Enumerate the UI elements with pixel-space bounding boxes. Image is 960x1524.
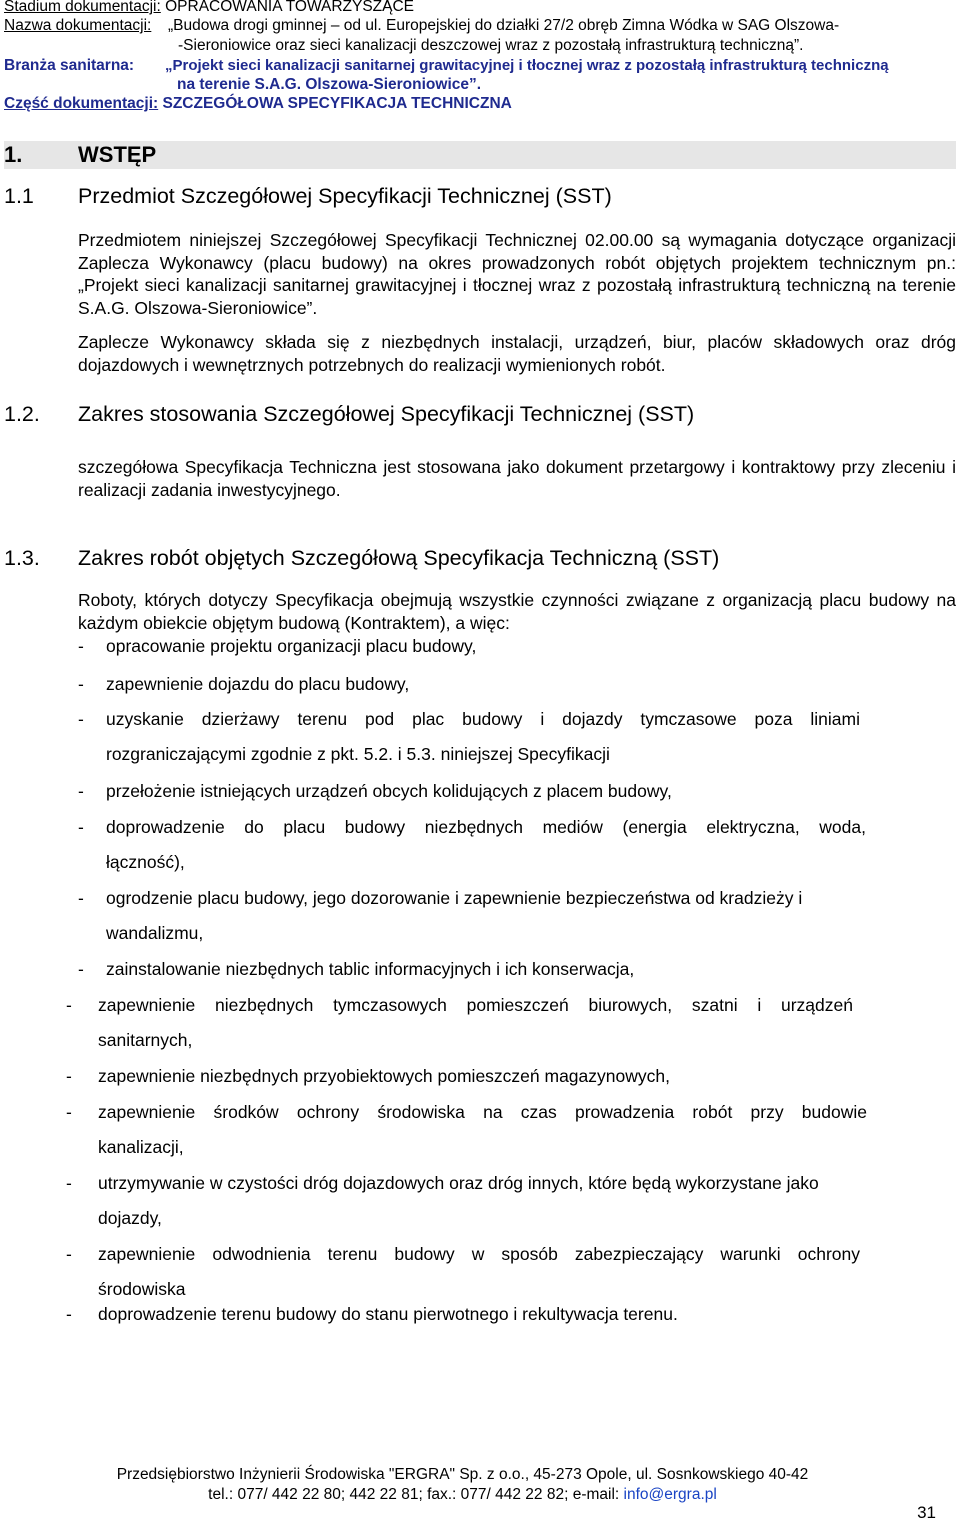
name-row <box>4 16 151 35</box>
list-item: zapewnienie odwodnienia terenu budowy w sposób zabezpieczający warunki ochrony <box>98 1244 860 1264</box>
name-label: Nazwa dokumentacji: <box>4 17 152 34</box>
list-dash: - <box>78 817 84 837</box>
list-dash: - <box>78 781 84 801</box>
section-1-3-number: 1.3. <box>4 546 40 570</box>
section-1-title: WSTĘP <box>78 142 157 167</box>
part-label: Część dokumentacji: <box>4 95 159 112</box>
list-item: przełożenie istniejących urządzeń obcych kolidujących z placem budowy, <box>106 781 672 801</box>
list-item: utrzymywanie w czystości dróg dojazdowych oraz dróg innych, które będą wykorzystane jako <box>98 1173 819 1193</box>
list-item-continuation: wandalizmu, <box>106 923 204 943</box>
page-number: 31 <box>917 1503 936 1522</box>
section-1-1-paragraph-1: Przedmiotem niniejszej Szczegółowej Specyfikacji Technicznej 02.00.00 są wymagania dotyczące organizacji Zaplecza Wykonawcy (placu budowy) na okres prowadzonych robót objętych projektem technicznym pn.: „Projekt sieci kanalizacji sanitarnej grawitacyjnej i tłocznej wraz z pozostałą infrastrukturą techniczną na terenie S.A.G. Olszowa-Sieroniowice”. <box>78 230 956 318</box>
list-item: zainstalowanie niezbędnych tablic informacyjnych i ich konserwacja, <box>106 959 635 979</box>
list-dash: - <box>66 1244 72 1264</box>
branch-line2: na terenie S.A.G. Olszowa-Sieroniowice”. <box>177 76 482 93</box>
footer-contact-text: tel.: 077/ 442 22 80; 442 22 81; fax.: 077/ 442 22 82; e-mail: <box>208 1486 624 1503</box>
footer-email-link[interactable]: info@ergra.pl <box>623 1486 717 1503</box>
section-1-number: 1. <box>4 142 23 167</box>
section-1-3-title: Zakres robót objętych Szczegółową Specyfikacja Techniczną (SST) <box>78 546 720 570</box>
name-line2: -Sieroniowice oraz sieci kanalizacji deszczowej wraz z pozostałą infrastrukturą techniczną”. <box>178 37 804 54</box>
list-item-continuation: dojazdy, <box>98 1208 162 1228</box>
list-item-continuation: środowiska <box>98 1279 186 1299</box>
list-dash: - <box>66 1066 72 1086</box>
list-dash: - <box>66 1304 72 1324</box>
stage-row <box>4 0 414 16</box>
part-row <box>4 94 512 113</box>
section-1-1-paragraph-2: Zaplecze Wykonawcy składa się z niezbędnych instalacji, urządzeń, biur, placów składowych oraz dróg dojazdowych i wewnętrznych potrzebnych do realizacji wymienionych robót. <box>78 332 956 375</box>
branch-label: Branża sanitarna: <box>4 57 135 74</box>
list-item: zapewnienie dojazdu do placu budowy, <box>106 674 410 694</box>
section-1-2-paragraph: szczegółowa Specyfikacja Techniczna jest stosowana jako dokument przetargowy i kontraktowy przy zleceniu i realizacji zadania inwestycyjnego. <box>78 457 956 500</box>
section-1-1-number: 1.1 <box>4 184 34 208</box>
name-line1: „Budowa drogi gminnej – od ul. Europejskiej do działki 27/2 obręb Zimna Wódka w SAG Olszowa- <box>168 17 840 34</box>
list-item-continuation: kanalizacji, <box>98 1137 184 1157</box>
stage-value: OPRACOWANIA TOWARZYSZĄCE <box>165 0 415 15</box>
list-item: doprowadzenie terenu budowy do stanu pierwotnego i rekultywacja terenu. <box>98 1304 678 1324</box>
footer-company: Przedsiębiorstwo Inżynierii Środowiska "ERGRA" Sp. z o.o., 45-273 Opole, ul. Sosnkowskiego 40-42 <box>116 1466 809 1483</box>
list-item: opracowanie projektu organizacji placu budowy, <box>106 636 477 656</box>
list-dash: - <box>78 709 84 729</box>
list-item: zapewnienie środków ochrony środowiska na czas prowadzenia robót przy budowie <box>98 1102 867 1122</box>
list-dash: - <box>78 888 84 908</box>
stage-label: Stadium dokumentacji: <box>4 0 161 15</box>
branch-line1: „Projekt sieci kanalizacji sanitarnej grawitacyjnej i tłocznej wraz z pozostałą infrastrukturą techniczną <box>165 57 889 74</box>
list-item: uzyskanie dzierżawy terenu pod plac budowy i dojazdy tymczasowe poza liniami <box>106 709 860 729</box>
section-1-3-intro: Roboty, których dotyczy Specyfikacja obejmują wszystkie czynności związane z organizacją placu budowy na każdym obiekcie objętym budową (Kontraktem), a więc: <box>78 590 956 633</box>
list-dash: - <box>78 674 84 694</box>
section-1-2-number: 1.2. <box>4 402 40 426</box>
part-value: SZCZEGÓŁOWA SPECYFIKACJA TECHNICZNA <box>162 95 512 112</box>
section-1-2-title: Zakres stosowania Szczegółowej Specyfikacji Technicznej (SST) <box>78 402 695 426</box>
list-dash: - <box>78 959 84 979</box>
list-dash: - <box>66 1173 72 1193</box>
list-dash: - <box>66 995 72 1015</box>
list-item-continuation: sanitarnych, <box>98 1030 193 1050</box>
list-dash: - <box>78 636 84 656</box>
list-item-continuation: łączność), <box>106 852 185 872</box>
section-1-1-title: Przedmiot Szczegółowej Specyfikacji Technicznej (SST) <box>78 184 612 208</box>
list-dash: - <box>66 1102 72 1122</box>
list-item: zapewnienie niezbędnych tymczasowych pomieszczeń biurowych, szatni i urządzeń <box>98 995 853 1015</box>
footer-contact <box>0 1485 925 1504</box>
list-item: zapewnienie niezbędnych przyobiektowych pomieszczeń magazynowych, <box>98 1066 670 1086</box>
list-item: ogrodzenie placu budowy, jego dozorowanie i zapewnienie bezpieczeństwa od kradzieży i <box>106 888 803 908</box>
list-item-continuation: rozgraniczającymi zgodnie z pkt. 5.2. i 5.3. niniejszej Specyfikacji <box>106 744 610 764</box>
list-item: doprowadzenie do placu budowy niezbędnych mediów (energia elektryczna, woda, <box>106 817 866 837</box>
